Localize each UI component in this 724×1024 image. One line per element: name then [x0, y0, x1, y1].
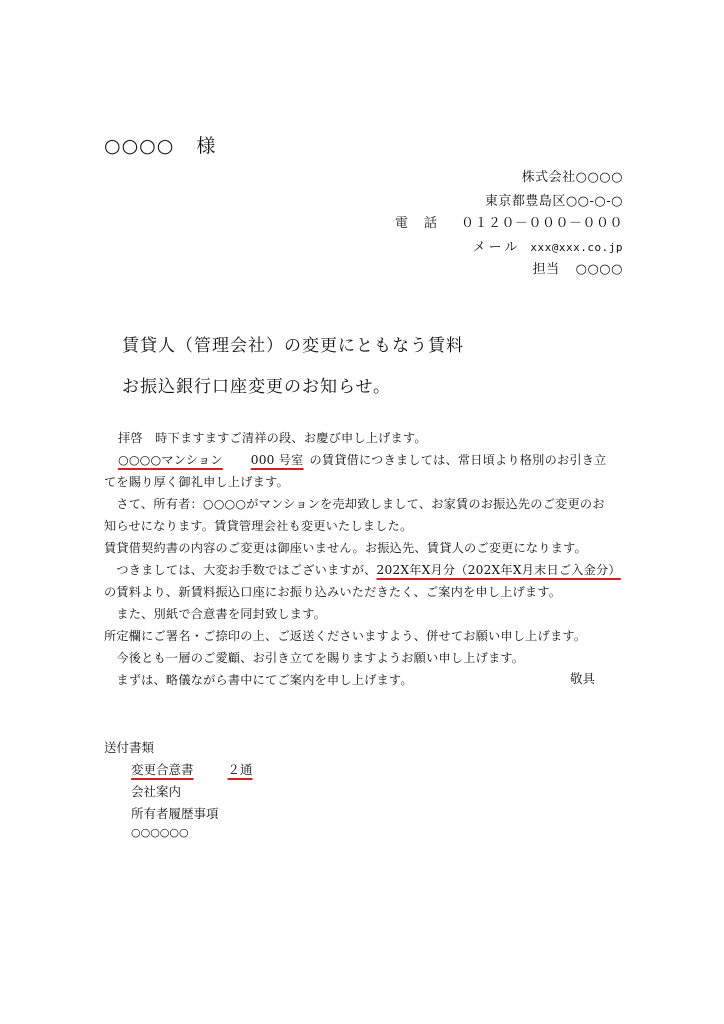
- email-address: xxx@xxx.co.jp: [530, 241, 623, 254]
- body-line-11: 今後とも一層のご愛顧、お引き立てを賜りますようお願い申し上げます。: [104, 651, 525, 665]
- property-name: ○○○○マンション: [118, 453, 223, 467]
- body-line-4: さて、所有者：○○○○がマンションを売却致しまして、お家賃のお振込先のご変更のお: [104, 497, 605, 511]
- body-line-12: まずは、略儀ながら書中にてご案内を申し上げます。: [104, 673, 413, 687]
- body-line-6: 賃貸借契約書の内容のご変更は御座いません。お振込先、賃貸人のご変更になります。: [104, 541, 587, 555]
- body-line-2-rest: の賃貸借につきましては、常日頃より格別のお引き立: [309, 453, 607, 467]
- body-line-8: の賃料より、新賃料振込口座にお振り込みいただきたく、ご案内を申し上げます。: [104, 585, 562, 599]
- body-line-7-start: つきましては、大変お手数ではございますが、: [104, 563, 377, 577]
- enclosure-item: ○○○○○○: [131, 826, 189, 839]
- body-line-9: また、別紙で合意書を同封致します。: [104, 607, 326, 621]
- enclosure-item: [131, 760, 253, 778]
- body-line-2: [104, 449, 607, 471]
- recipient: [104, 131, 216, 158]
- recipient-honorific: 様: [196, 135, 217, 157]
- person-name: ○○○○: [575, 262, 623, 277]
- enclosure-item-agreement: [131, 762, 253, 777]
- enclosure-title: 送付書類: [104, 740, 155, 755]
- property-reference: [104, 453, 303, 467]
- sender-person: [533, 258, 623, 277]
- email-label: メール: [472, 240, 521, 255]
- sender-phone: [395, 212, 623, 231]
- body-line-5: 知らせになります。賃貸管理会社も変更いたしました。: [104, 519, 413, 533]
- sender-email: [473, 236, 623, 255]
- sender-address: 東京都豊島区○○-○-○: [484, 194, 623, 209]
- person-label: 担当: [532, 262, 560, 277]
- title-line-1: 賃貸人（管理会社）の変更にともなう賃料: [122, 336, 464, 356]
- body-line-1: [104, 427, 427, 449]
- body-line-10: 所定欄にご署名・ご捺印の上、ご返送くださいますよう、併せてお願い申し上げます。: [104, 629, 587, 643]
- body-line-3: てを賜り厚く御礼申し上げます。: [104, 475, 289, 489]
- enclosure-item: 会社案内: [131, 784, 182, 799]
- greeting: 時下ますますご清祥の段、お慶び申し上げます。: [142, 431, 427, 445]
- closing-word: 敬具: [570, 671, 596, 686]
- payment-period: 202X年X月分（202X年X月末日ご入金分）: [376, 563, 621, 577]
- enclosure-item: 所有者履歴事項: [131, 806, 219, 821]
- enclosure-item-name: 変更合意書: [131, 762, 194, 777]
- title-line-2: お振込銀行口座変更のお知らせ。: [122, 377, 391, 397]
- body-line-7: [104, 559, 621, 581]
- room-number: 000 号室: [250, 453, 304, 467]
- enclosure-item-count: ２通: [227, 762, 253, 777]
- phone-label: 電 話: [394, 216, 443, 231]
- sender-company: 株式会社○○○○: [521, 170, 623, 185]
- phone-number: ０１２０－０００－０００: [460, 216, 623, 231]
- opening-word: 拝啓: [118, 431, 143, 445]
- recipient-name: ○○○○: [104, 135, 175, 157]
